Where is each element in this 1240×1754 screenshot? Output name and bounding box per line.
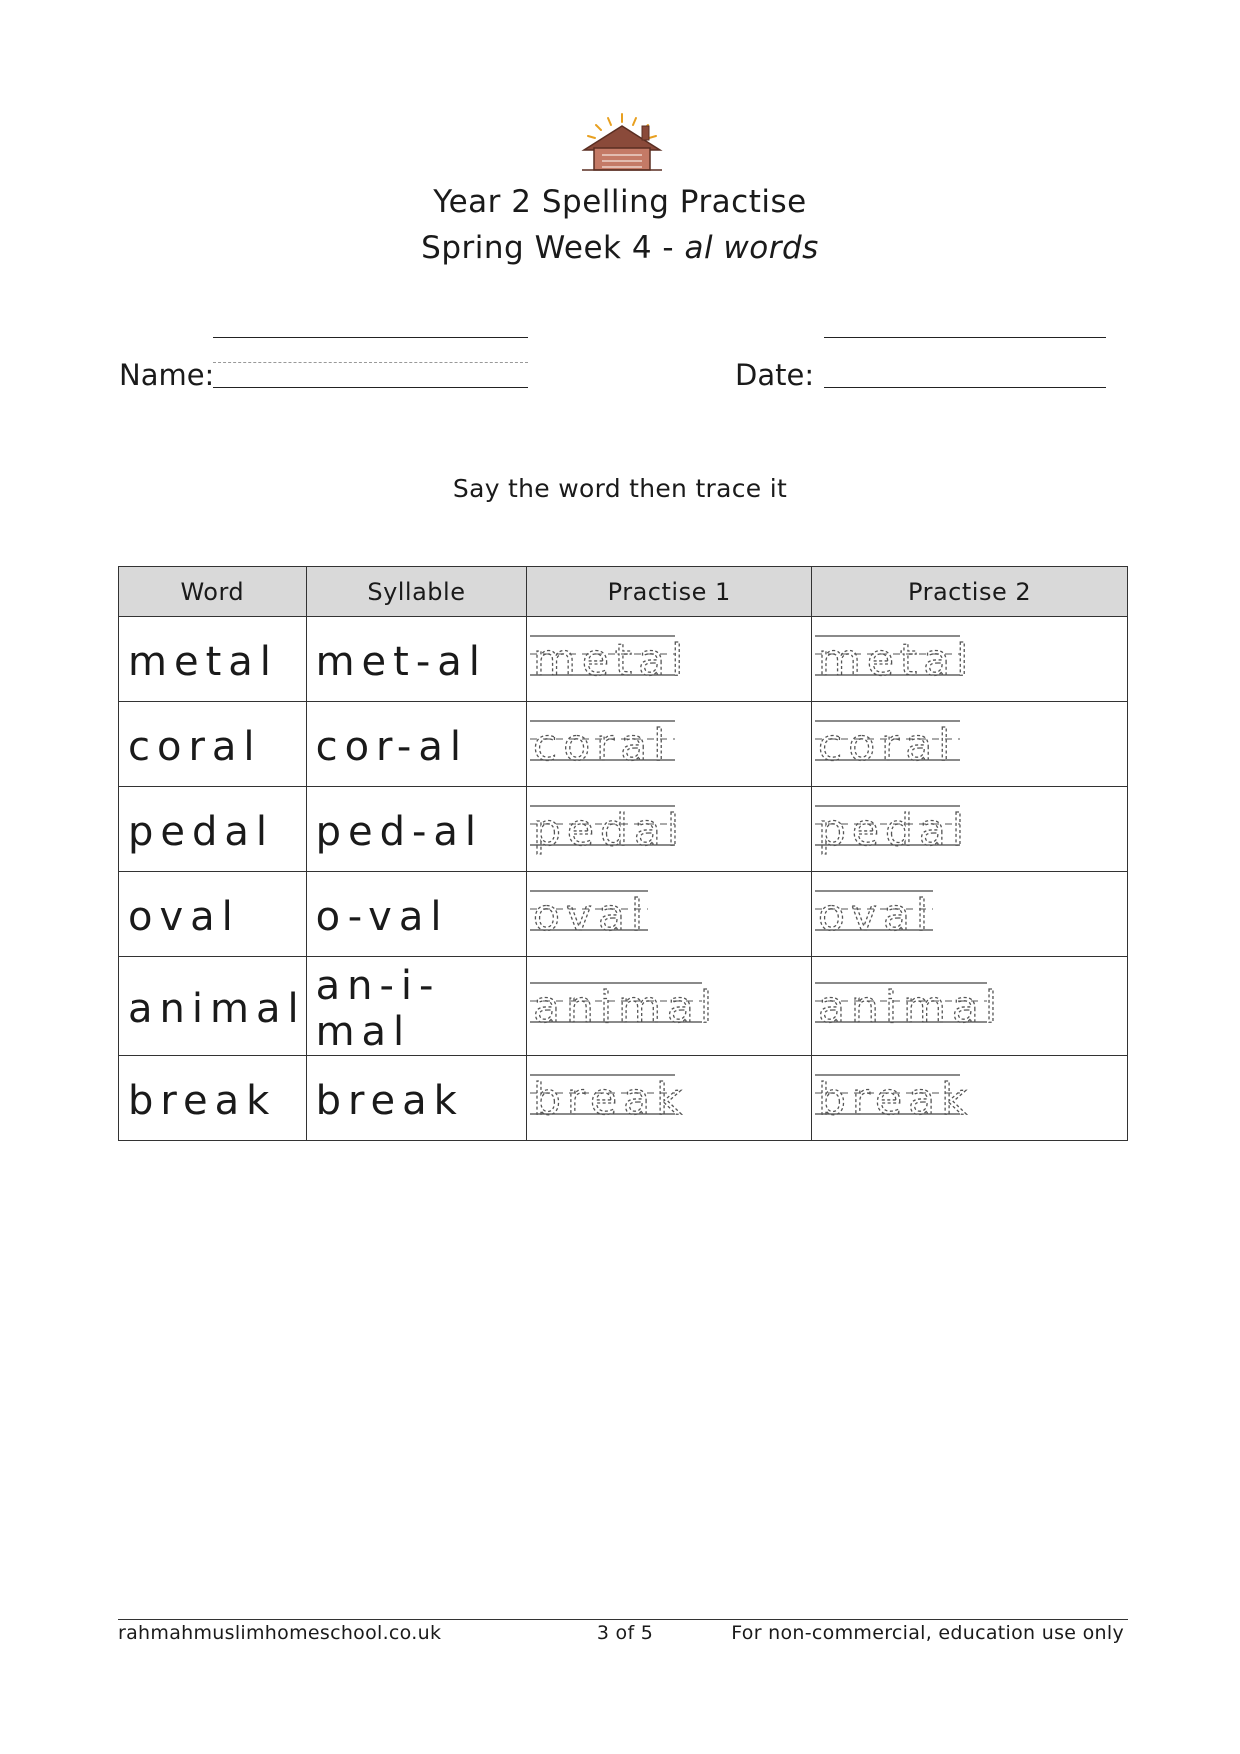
practise-2-trace-cell[interactable] (812, 957, 1128, 1056)
tracing-word: break (533, 1074, 688, 1125)
practise-1-trace-cell[interactable] (527, 1056, 812, 1141)
tracing-guide (530, 879, 648, 949)
tracing-word: oval (533, 890, 650, 941)
tracing-word: animal (533, 982, 719, 1033)
date-writing-line[interactable] (824, 387, 1106, 388)
worksheet-subtitle (0, 230, 1240, 266)
spelling-table (118, 566, 1128, 1141)
footer-page-number: 3 of 5 (596, 1622, 654, 1644)
name-guide-top-line (213, 337, 528, 338)
school-house-logo-icon (572, 112, 672, 174)
syllable-cell: break (306, 1056, 527, 1141)
worksheet-title: Year 2 Spelling Practise (433, 184, 807, 220)
tracing-guide (530, 794, 686, 864)
subtitle-topic: al words (684, 230, 819, 266)
syllable-cell: met-al (306, 617, 527, 702)
tracing-guide (815, 794, 971, 864)
syllable-cell: cor-al (306, 702, 527, 787)
tracing-word: coral (818, 720, 957, 771)
practise-1-trace-cell[interactable] (527, 617, 812, 702)
table-row (119, 787, 1128, 872)
word-cell: coral (119, 702, 307, 787)
name-guide-mid-line (213, 362, 528, 363)
practise-1-trace-cell[interactable] (527, 957, 812, 1056)
tracing-guide (815, 709, 960, 779)
date-guide-top-line (824, 337, 1106, 338)
instruction-text: Say the word then trace it (452, 474, 788, 503)
footer-website: rahmahmuslimhomeschool.co.uk (118, 1622, 442, 1644)
practise-2-trace-cell[interactable] (812, 617, 1128, 702)
name-writing-line[interactable] (213, 387, 528, 388)
header-practise-1: Practise 1 (527, 567, 812, 617)
table-header-row (119, 567, 1128, 617)
word-cell: metal (119, 617, 307, 702)
tracing-guide (815, 1063, 973, 1133)
header-syllable: Syllable (306, 567, 527, 617)
tracing-word: metal (533, 635, 690, 686)
table-row (119, 702, 1128, 787)
practise-1-trace-cell[interactable] (527, 787, 812, 872)
practise-2-trace-cell[interactable] (812, 872, 1128, 957)
tracing-word: oval (818, 890, 935, 941)
syllable-cell: an-i-mal (306, 957, 527, 1056)
tracing-word: break (818, 1074, 973, 1125)
practise-2-trace-cell[interactable] (812, 702, 1128, 787)
table-row (119, 957, 1128, 1056)
tracing-guide (530, 971, 719, 1041)
table-row (119, 617, 1128, 702)
syllable-cell: o-val (306, 872, 527, 957)
word-cell: break (119, 1056, 307, 1141)
word-cell: oval (119, 872, 307, 957)
tracing-guide (530, 624, 690, 694)
header-word: Word (119, 567, 307, 617)
syllable-cell: ped-al (306, 787, 527, 872)
tracing-word: pedal (818, 805, 971, 856)
footer-usage-note: For non-commercial, education use only (731, 1622, 1124, 1644)
tracing-guide (815, 971, 1004, 1041)
practise-2-trace-cell[interactable] (812, 1056, 1128, 1141)
tracing-word: animal (818, 982, 1004, 1033)
footer-divider (118, 1619, 1128, 1620)
date-label: Date: (735, 358, 815, 392)
tracing-word: metal (818, 635, 975, 686)
name-label: Name: (119, 358, 215, 392)
tracing-guide (530, 1063, 688, 1133)
table-row (119, 872, 1128, 957)
header-practise-2: Practise 2 (812, 567, 1128, 617)
subtitle-prefix: Spring Week 4 - (421, 230, 685, 266)
tracing-guide (815, 879, 933, 949)
tracing-guide (815, 624, 975, 694)
word-cell: animal (119, 957, 307, 1056)
practise-1-trace-cell[interactable] (527, 872, 812, 957)
word-cell: pedal (119, 787, 307, 872)
tracing-guide (530, 709, 675, 779)
practise-2-trace-cell[interactable] (812, 787, 1128, 872)
tracing-word: pedal (533, 805, 686, 856)
table-row (119, 1056, 1128, 1141)
tracing-word: coral (533, 720, 672, 771)
practise-1-trace-cell[interactable] (527, 702, 812, 787)
